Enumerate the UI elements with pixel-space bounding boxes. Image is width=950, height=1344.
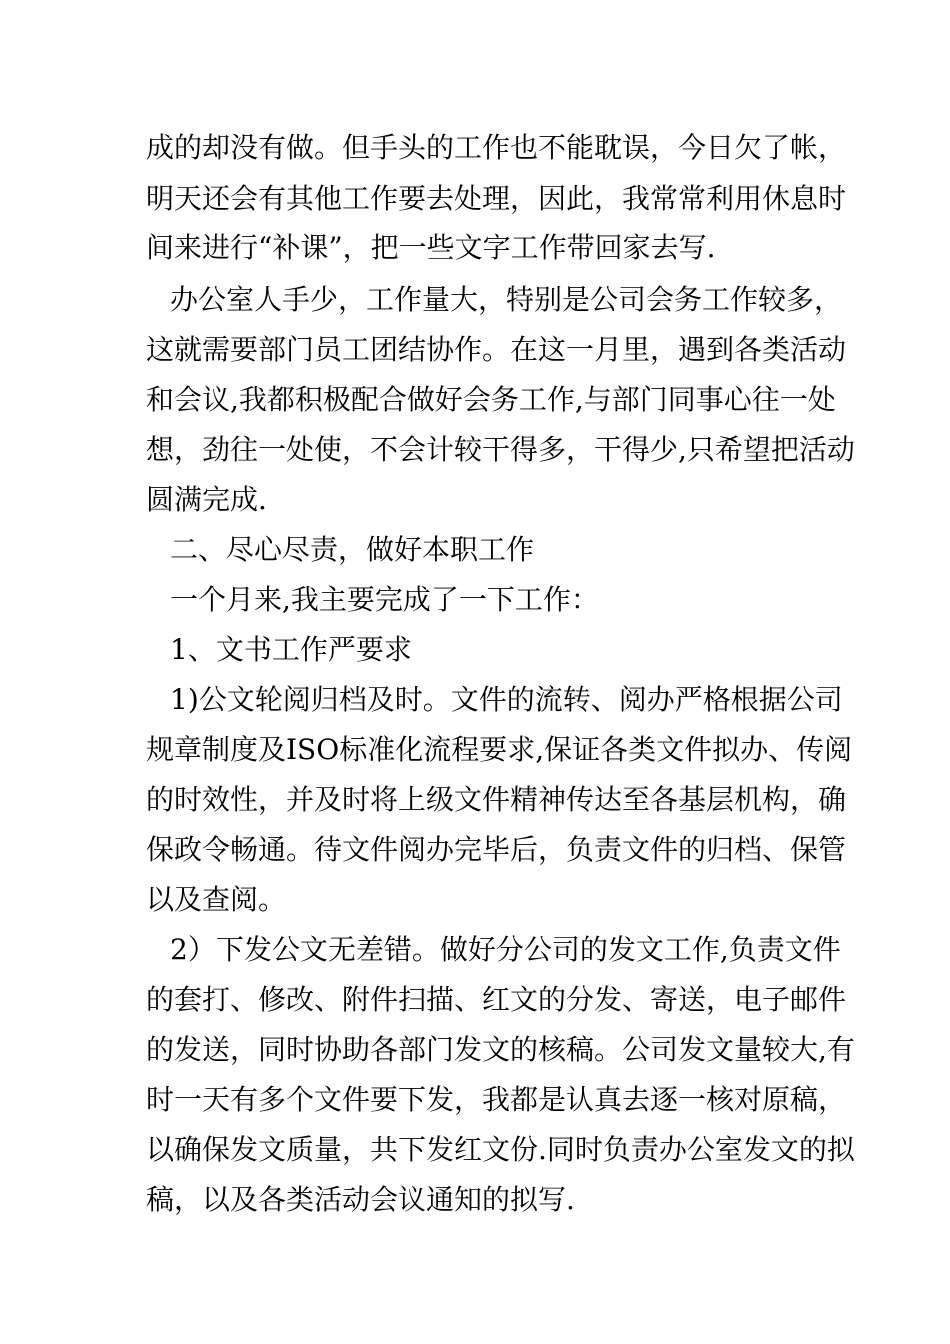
- text-line: 的套打、修改、附件扫描、红文的分发、寄送，电子邮件: [146, 983, 847, 1016]
- subsection-heading: 1、文书工作严要求: [170, 633, 412, 666]
- section-heading: 二、尽心尽责，做好本职工作: [170, 533, 535, 566]
- text-line: 1)公文轮阅归档及时。文件的流转、阅办严格根据公司: [170, 683, 843, 716]
- text-line: 明天还会有其他工作要去处理，因此，我常常利用休息时: [146, 182, 847, 215]
- text-line: 间来进行“补课”，把一些文字工作带回家去写.: [146, 231, 716, 264]
- text-line: 以确保发文质量，共下发红文份.同时负责办公室发文的拟: [146, 1133, 855, 1166]
- text-line: 以及查阅。: [146, 883, 287, 916]
- text-line: 这就需要部门员工团结协作。在这一月里，遇到各类活动: [146, 333, 847, 366]
- text-line: 2）下发公文无差错。做好分公司的发文工作,负责文件: [170, 933, 841, 966]
- text-line: 的时效性，并及时将上级文件精神传达至各基层机构，确: [146, 783, 847, 816]
- text-line: 时一天有多个文件要下发，我都是认真去逐一核对原稿，: [146, 1083, 847, 1116]
- text-line: 成的却没有做。但手头的工作也不能耽误，今日欠了帐，: [146, 131, 847, 164]
- text-line: 稿，以及各类活动会议通知的拟写.: [146, 1183, 575, 1216]
- text-line: 规章制度及ISO标准化流程要求,保证各类文件拟办、传阅: [146, 733, 853, 766]
- text-line: 圆满完成.: [146, 483, 267, 516]
- text-line: 想，劲往一处使，不会计较干得多，干得少,只希望把活动: [146, 433, 855, 466]
- text-line: 办公室人手少，工作量大，特别是公司会务工作较多，: [170, 283, 843, 316]
- text-line: 保政令畅通。待文件阅办完毕后，负责文件的归档、保管: [146, 833, 847, 866]
- text-line: 和会议,我都积极配合做好会务工作,与部门同事心往一处: [146, 383, 836, 416]
- text-line: 一个月来,我主要完成了一下工作：: [170, 583, 599, 616]
- text-line: 的发送，同时协助各部门发文的核稿。公司发文量较大,有: [146, 1033, 855, 1066]
